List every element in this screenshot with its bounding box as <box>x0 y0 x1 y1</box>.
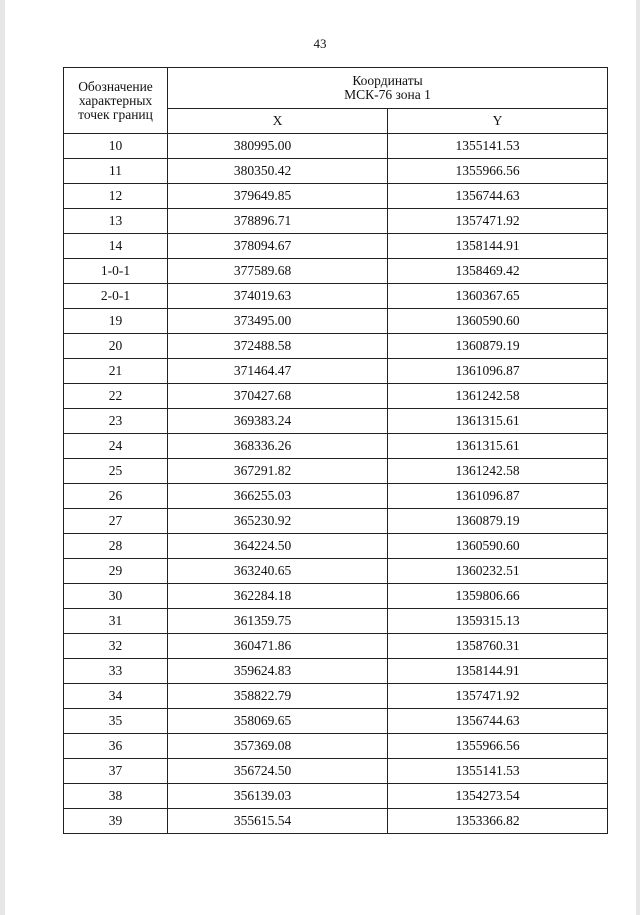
y-cell: 1361096.87 <box>388 484 608 509</box>
point-cell: 13 <box>64 209 168 234</box>
x-cell: 358069.65 <box>168 709 388 734</box>
x-cell: 355615.54 <box>168 809 388 834</box>
coordinates-header-system: МСК-76 зона 1 <box>344 87 431 102</box>
x-cell: 366255.03 <box>168 484 388 509</box>
x-cell: 380995.00 <box>168 134 388 159</box>
table-header <box>64 68 608 134</box>
x-cell: 362284.18 <box>168 584 388 609</box>
point-cell: 38 <box>64 784 168 809</box>
y-cell: 1361315.61 <box>388 409 608 434</box>
point-cell: 27 <box>64 509 168 534</box>
point-cell: 29 <box>64 559 168 584</box>
table-row <box>64 159 608 184</box>
point-cell: 14 <box>64 234 168 259</box>
table-row <box>64 309 608 334</box>
y-cell: 1353366.82 <box>388 809 608 834</box>
y-cell: 1360590.60 <box>388 309 608 334</box>
x-cell: 373495.00 <box>168 309 388 334</box>
point-cell: 24 <box>64 434 168 459</box>
x-cell: 371464.47 <box>168 359 388 384</box>
point-cell: 31 <box>64 609 168 634</box>
table-row <box>64 559 608 584</box>
x-cell: 364224.50 <box>168 534 388 559</box>
y-cell: 1355966.56 <box>388 159 608 184</box>
y-cell: 1358144.91 <box>388 234 608 259</box>
x-cell: 379649.85 <box>168 184 388 209</box>
table-body <box>64 134 608 834</box>
point-cell: 21 <box>64 359 168 384</box>
x-header: X <box>168 109 388 134</box>
table-row <box>64 409 608 434</box>
table-row <box>64 484 608 509</box>
table-row <box>64 809 608 834</box>
point-cell: 22 <box>64 384 168 409</box>
point-cell: 33 <box>64 659 168 684</box>
point-cell: 34 <box>64 684 168 709</box>
table-row <box>64 359 608 384</box>
y-cell: 1361096.87 <box>388 359 608 384</box>
y-cell: 1355966.56 <box>388 734 608 759</box>
y-cell: 1360232.51 <box>388 559 608 584</box>
table-row <box>64 734 608 759</box>
point-cell: 25 <box>64 459 168 484</box>
point-cell: 36 <box>64 734 168 759</box>
y-cell: 1358469.42 <box>388 259 608 284</box>
designation-header <box>64 68 168 134</box>
x-cell: 358822.79 <box>168 684 388 709</box>
x-cell: 360471.86 <box>168 634 388 659</box>
point-cell: 12 <box>64 184 168 209</box>
x-cell: 374019.63 <box>168 284 388 309</box>
table-row <box>64 184 608 209</box>
point-cell: 26 <box>64 484 168 509</box>
table-row <box>64 334 608 359</box>
x-cell: 369383.24 <box>168 409 388 434</box>
table-row <box>64 634 608 659</box>
point-cell: 19 <box>64 309 168 334</box>
y-cell: 1361315.61 <box>388 434 608 459</box>
table-row <box>64 584 608 609</box>
x-cell: 356139.03 <box>168 784 388 809</box>
x-cell: 357369.08 <box>168 734 388 759</box>
table-row <box>64 434 608 459</box>
x-cell: 370427.68 <box>168 384 388 409</box>
scan-edge-right <box>636 0 640 915</box>
point-cell: 32 <box>64 634 168 659</box>
x-cell: 380350.42 <box>168 159 388 184</box>
table-row <box>64 659 608 684</box>
coordinates-header <box>168 68 608 109</box>
y-cell: 1360879.19 <box>388 509 608 534</box>
point-cell: 11 <box>64 159 168 184</box>
x-cell: 367291.82 <box>168 459 388 484</box>
scan-edge-left <box>0 0 5 915</box>
y-cell: 1355141.53 <box>388 759 608 784</box>
x-cell: 368336.26 <box>168 434 388 459</box>
table-row <box>64 784 608 809</box>
table-row <box>64 134 608 159</box>
point-cell: 10 <box>64 134 168 159</box>
y-cell: 1360367.65 <box>388 284 608 309</box>
table-row <box>64 684 608 709</box>
y-cell: 1358144.91 <box>388 659 608 684</box>
table-row <box>64 459 608 484</box>
table-row <box>64 509 608 534</box>
y-cell: 1361242.58 <box>388 384 608 409</box>
y-cell: 1359806.66 <box>388 584 608 609</box>
x-cell: 359624.83 <box>168 659 388 684</box>
x-cell: 363240.65 <box>168 559 388 584</box>
table-row <box>64 209 608 234</box>
y-header: Y <box>388 109 608 134</box>
table-row <box>64 284 608 309</box>
table-row <box>64 384 608 409</box>
y-cell: 1360590.60 <box>388 534 608 559</box>
y-cell: 1356744.63 <box>388 184 608 209</box>
y-cell: 1361242.58 <box>388 459 608 484</box>
x-cell: 361359.75 <box>168 609 388 634</box>
point-cell: 20 <box>64 334 168 359</box>
y-cell: 1357471.92 <box>388 684 608 709</box>
table-row <box>64 259 608 284</box>
point-cell: 1-0-1 <box>64 259 168 284</box>
point-cell: 23 <box>64 409 168 434</box>
y-cell: 1357471.92 <box>388 209 608 234</box>
table-row <box>64 609 608 634</box>
designation-header-text: Обозначение характерных точек границ <box>78 78 153 122</box>
y-cell: 1354273.54 <box>388 784 608 809</box>
table-row <box>64 534 608 559</box>
point-cell: 39 <box>64 809 168 834</box>
x-cell: 356724.50 <box>168 759 388 784</box>
y-cell: 1359315.13 <box>388 609 608 634</box>
y-cell: 1360879.19 <box>388 334 608 359</box>
x-cell: 378094.67 <box>168 234 388 259</box>
page-number: 43 <box>313 36 327 51</box>
table-row <box>64 709 608 734</box>
point-cell: 2-0-1 <box>64 284 168 309</box>
x-cell: 378896.71 <box>168 209 388 234</box>
x-cell: 372488.58 <box>168 334 388 359</box>
y-cell: 1355141.53 <box>388 134 608 159</box>
point-cell: 28 <box>64 534 168 559</box>
point-cell: 30 <box>64 584 168 609</box>
coordinates-table <box>63 67 608 834</box>
table-row <box>64 759 608 784</box>
table-row <box>64 234 608 259</box>
x-cell: 377589.68 <box>168 259 388 284</box>
point-cell: 37 <box>64 759 168 784</box>
y-cell: 1356744.63 <box>388 709 608 734</box>
coordinates-header-title: Координаты <box>352 73 423 88</box>
y-cell: 1358760.31 <box>388 634 608 659</box>
point-cell: 35 <box>64 709 168 734</box>
x-cell: 365230.92 <box>168 509 388 534</box>
